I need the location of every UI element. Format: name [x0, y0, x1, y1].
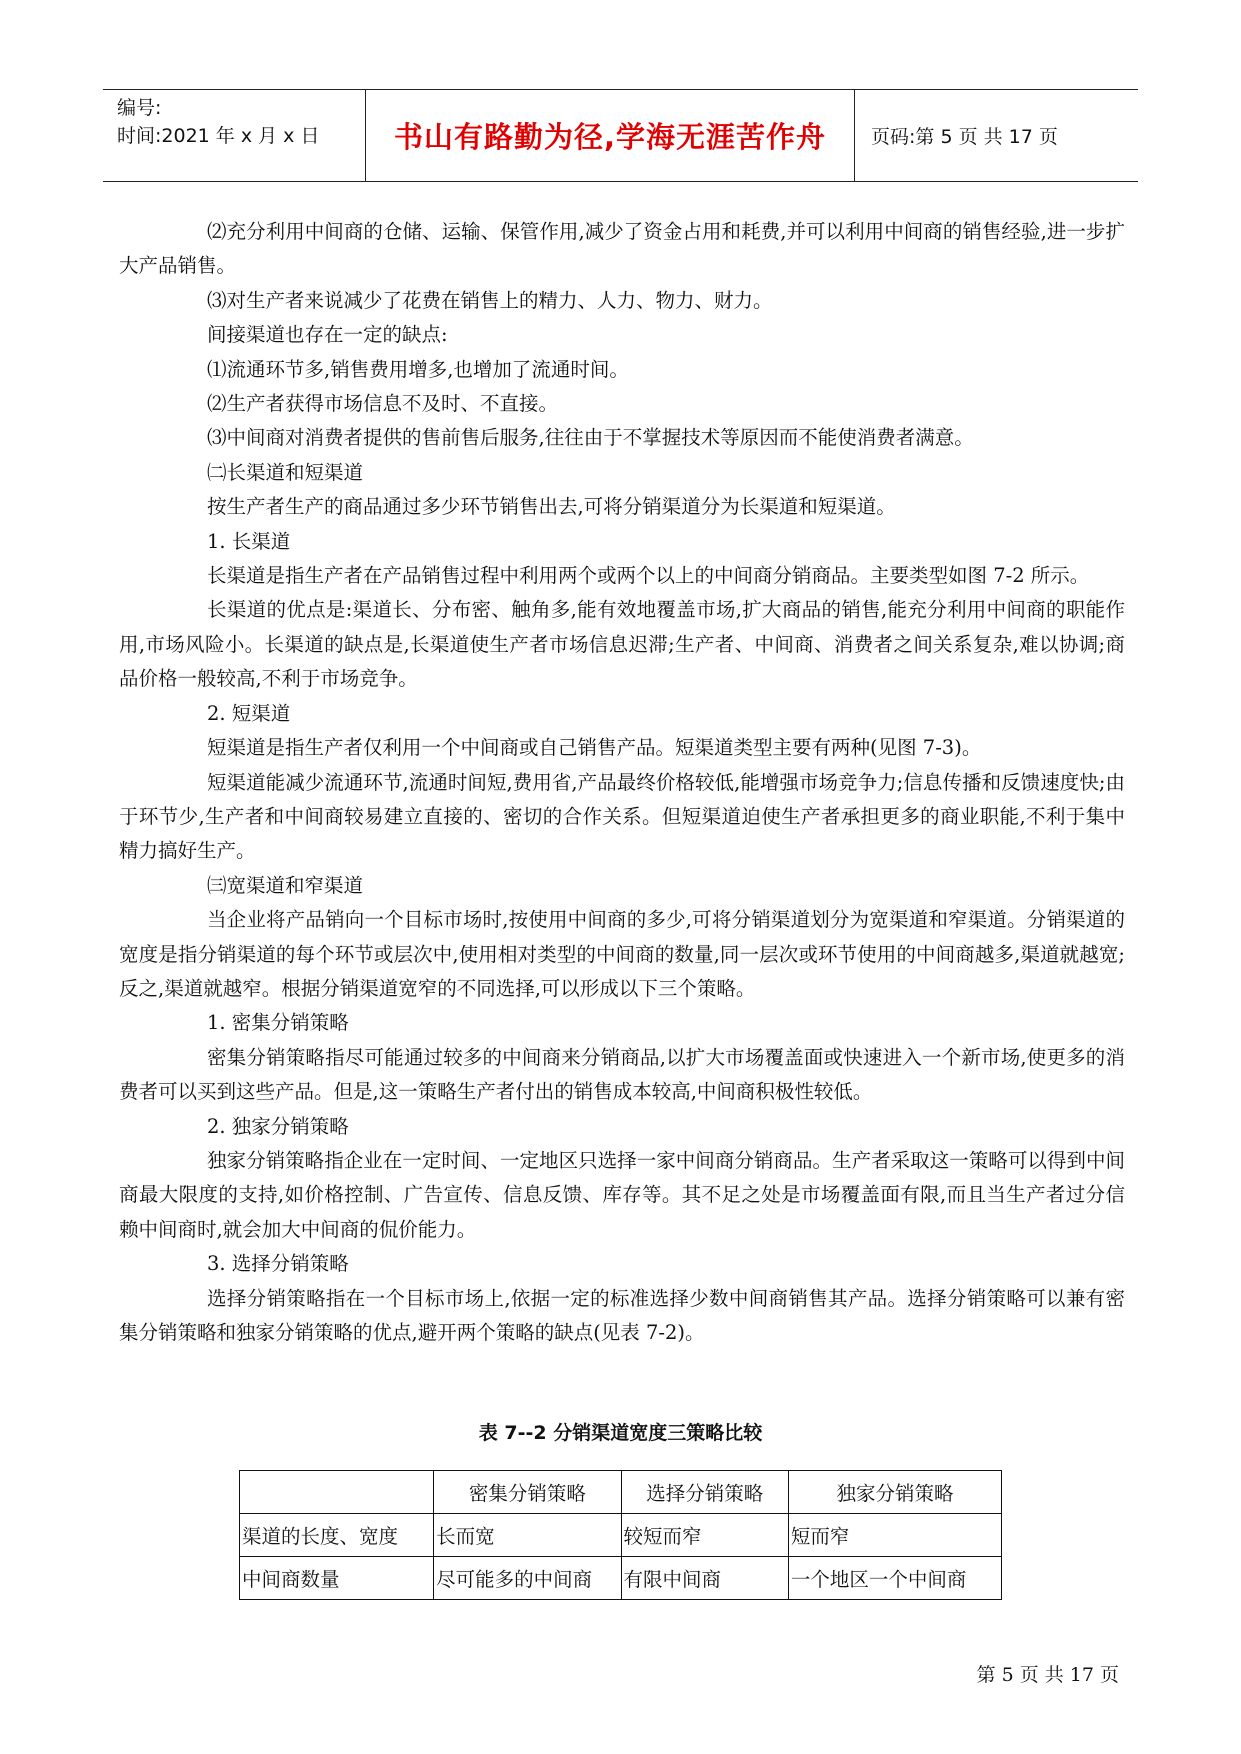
table-cell: 较短而窄	[621, 1514, 788, 1557]
table-header-cell: 密集分销策略	[434, 1471, 621, 1514]
header-meta	[103, 90, 366, 181]
header-motto: 书山有路勤为径,学海无涯苦作舟	[366, 90, 855, 181]
table-row	[240, 1557, 1002, 1600]
table-header-cell: 选择分销策略	[621, 1471, 788, 1514]
body-paragraph: 2. 短渠道	[207, 701, 291, 725]
body-paragraph: 长渠道的优点是:渠道长、分布密、触角多,能有效地覆盖市场,扩大商品的销售,能充分利用中间商的职能作用,市场风险小。长渠道的缺点是,长渠道使生产者市场信息迟滞;生产者、中间商、消费者之间关系复杂,难以协调;商品价格一般较高,不利于市场竞争。	[119, 598, 1125, 691]
body-paragraph: 1. 密集分销策略	[207, 1011, 349, 1035]
body-paragraph: 1. 长渠道	[207, 529, 291, 553]
body-paragraph: 密集分销策略指尽可能通过较多的中间商来分销商品,以扩大市场覆盖面或快速进入一个新市场,使更多的消费者可以买到这些产品。但是,这一策略生产者付出的销售成本较高,中间商积极性较低。	[119, 1045, 1125, 1104]
body-paragraph: ⑶对生产者来说减少了花费在销售上的精力、人力、物力、财力。	[207, 288, 773, 312]
body-paragraph: 长渠道是指生产者在产品销售过程中利用两个或两个以上的中间商分销商品。主要类型如图 7-2 所示。	[207, 564, 1090, 588]
body-paragraph: ⑶中间商对消费者提供的售前售后服务,往往由于不掌握技术等原因而不能使消费者满意。	[207, 426, 974, 450]
body-paragraph: ㈡长渠道和短渠道	[207, 460, 364, 484]
table-cell: 中间商数量	[240, 1557, 434, 1600]
body-paragraph: 间接渠道也存在一定的缺点:	[207, 323, 448, 347]
body-paragraph: ㈢宽渠道和窄渠道	[207, 873, 364, 897]
table-cell: 尽可能多的中间商	[434, 1557, 621, 1600]
strategy-comparison-table	[239, 1470, 1002, 1600]
table-row	[240, 1514, 1002, 1557]
document-body	[119, 215, 1125, 1350]
table-cell: 短而窄	[788, 1514, 1001, 1557]
document-time-label: 时间:2021 年 x 月 x 日	[117, 125, 320, 147]
body-paragraph: 短渠道能减少流通环节,流通时间短,费用省,产品最终价格较低,能增强市场竞争力;信息传播和反馈速度快;由于环节少,生产者和中间商较易建立直接的、密切的合作关系。但短渠道迫使生产者承担更多的商业职能,不利于集中精力搞好生产。	[119, 770, 1125, 863]
body-paragraph: 2. 独家分销策略	[207, 1114, 349, 1138]
document-number-label: 编号:	[117, 97, 162, 119]
body-paragraph: 短渠道是指生产者仅利用一个中间商或自己销售产品。短渠道类型主要有两种(见图 7-3)。	[207, 736, 982, 760]
body-paragraph: 独家分销策略指企业在一定时间、一定地区只选择一家中间商分销商品。生产者采取这一策略可以得到中间商最大限度的支持,如价格控制、广告宣传、信息反馈、库存等。其不足之处是市场覆盖面有限,而且当生产者过分信赖中间商时,就会加大中间商的侃价能力。	[119, 1148, 1125, 1241]
header-page-label: 页码:第 5 页 共 17 页	[871, 126, 1058, 148]
page-footer: 第 5 页 共 17 页	[976, 1664, 1119, 1686]
body-paragraph: ⑴流通环节多,销售费用增多,也增加了流通时间。	[207, 357, 629, 381]
table-caption: 表 7--2 分销渠道宽度三策略比较	[478, 1422, 763, 1444]
table-header-cell: 独家分销策略	[788, 1471, 1001, 1514]
table-cell: 一个地区一个中间商	[788, 1557, 1001, 1600]
body-paragraph: ⑵充分利用中间商的仓储、运输、保管作用,减少了资金占用和耗费,并可以利用中间商的销售经验,进一步扩大产品销售。	[119, 220, 1125, 278]
table-cell: 长而宽	[434, 1514, 621, 1557]
body-paragraph: 当企业将产品销向一个目标市场时,按使用中间商的多少,可将分销渠道划分为宽渠道和窄渠道。分销渠道的宽度是指分销渠道的每个环节或层次中,使用相对类型的中间商的数量,同一层次或环节使用的中间商越多,渠道就越宽;反之,渠道就越窄。根据分销渠道宽窄的不同选择,可以形成以下三个策略。	[119, 908, 1125, 1000]
table-cell: 渠道的长度、宽度	[240, 1514, 434, 1557]
body-paragraph: 3. 选择分销策略	[207, 1252, 349, 1276]
body-paragraph: ⑵生产者获得市场信息不及时、不直接。	[207, 392, 559, 416]
body-paragraph: 按生产者生产的商品通过多少环节销售出去,可将分销渠道分为长渠道和短渠道。	[207, 495, 896, 519]
page-header	[103, 89, 1138, 182]
table-header-row	[240, 1471, 1002, 1514]
body-paragraph: 选择分销策略指在一个目标市场上,依据一定的标准选择少数中间商销售其产品。选择分销策略可以兼有密集分销策略和独家分销策略的优点,避开两个策略的缺点(见表 7-2)。	[119, 1286, 1125, 1344]
table-cell: 有限中间商	[621, 1557, 788, 1600]
table-header-cell	[240, 1471, 434, 1514]
